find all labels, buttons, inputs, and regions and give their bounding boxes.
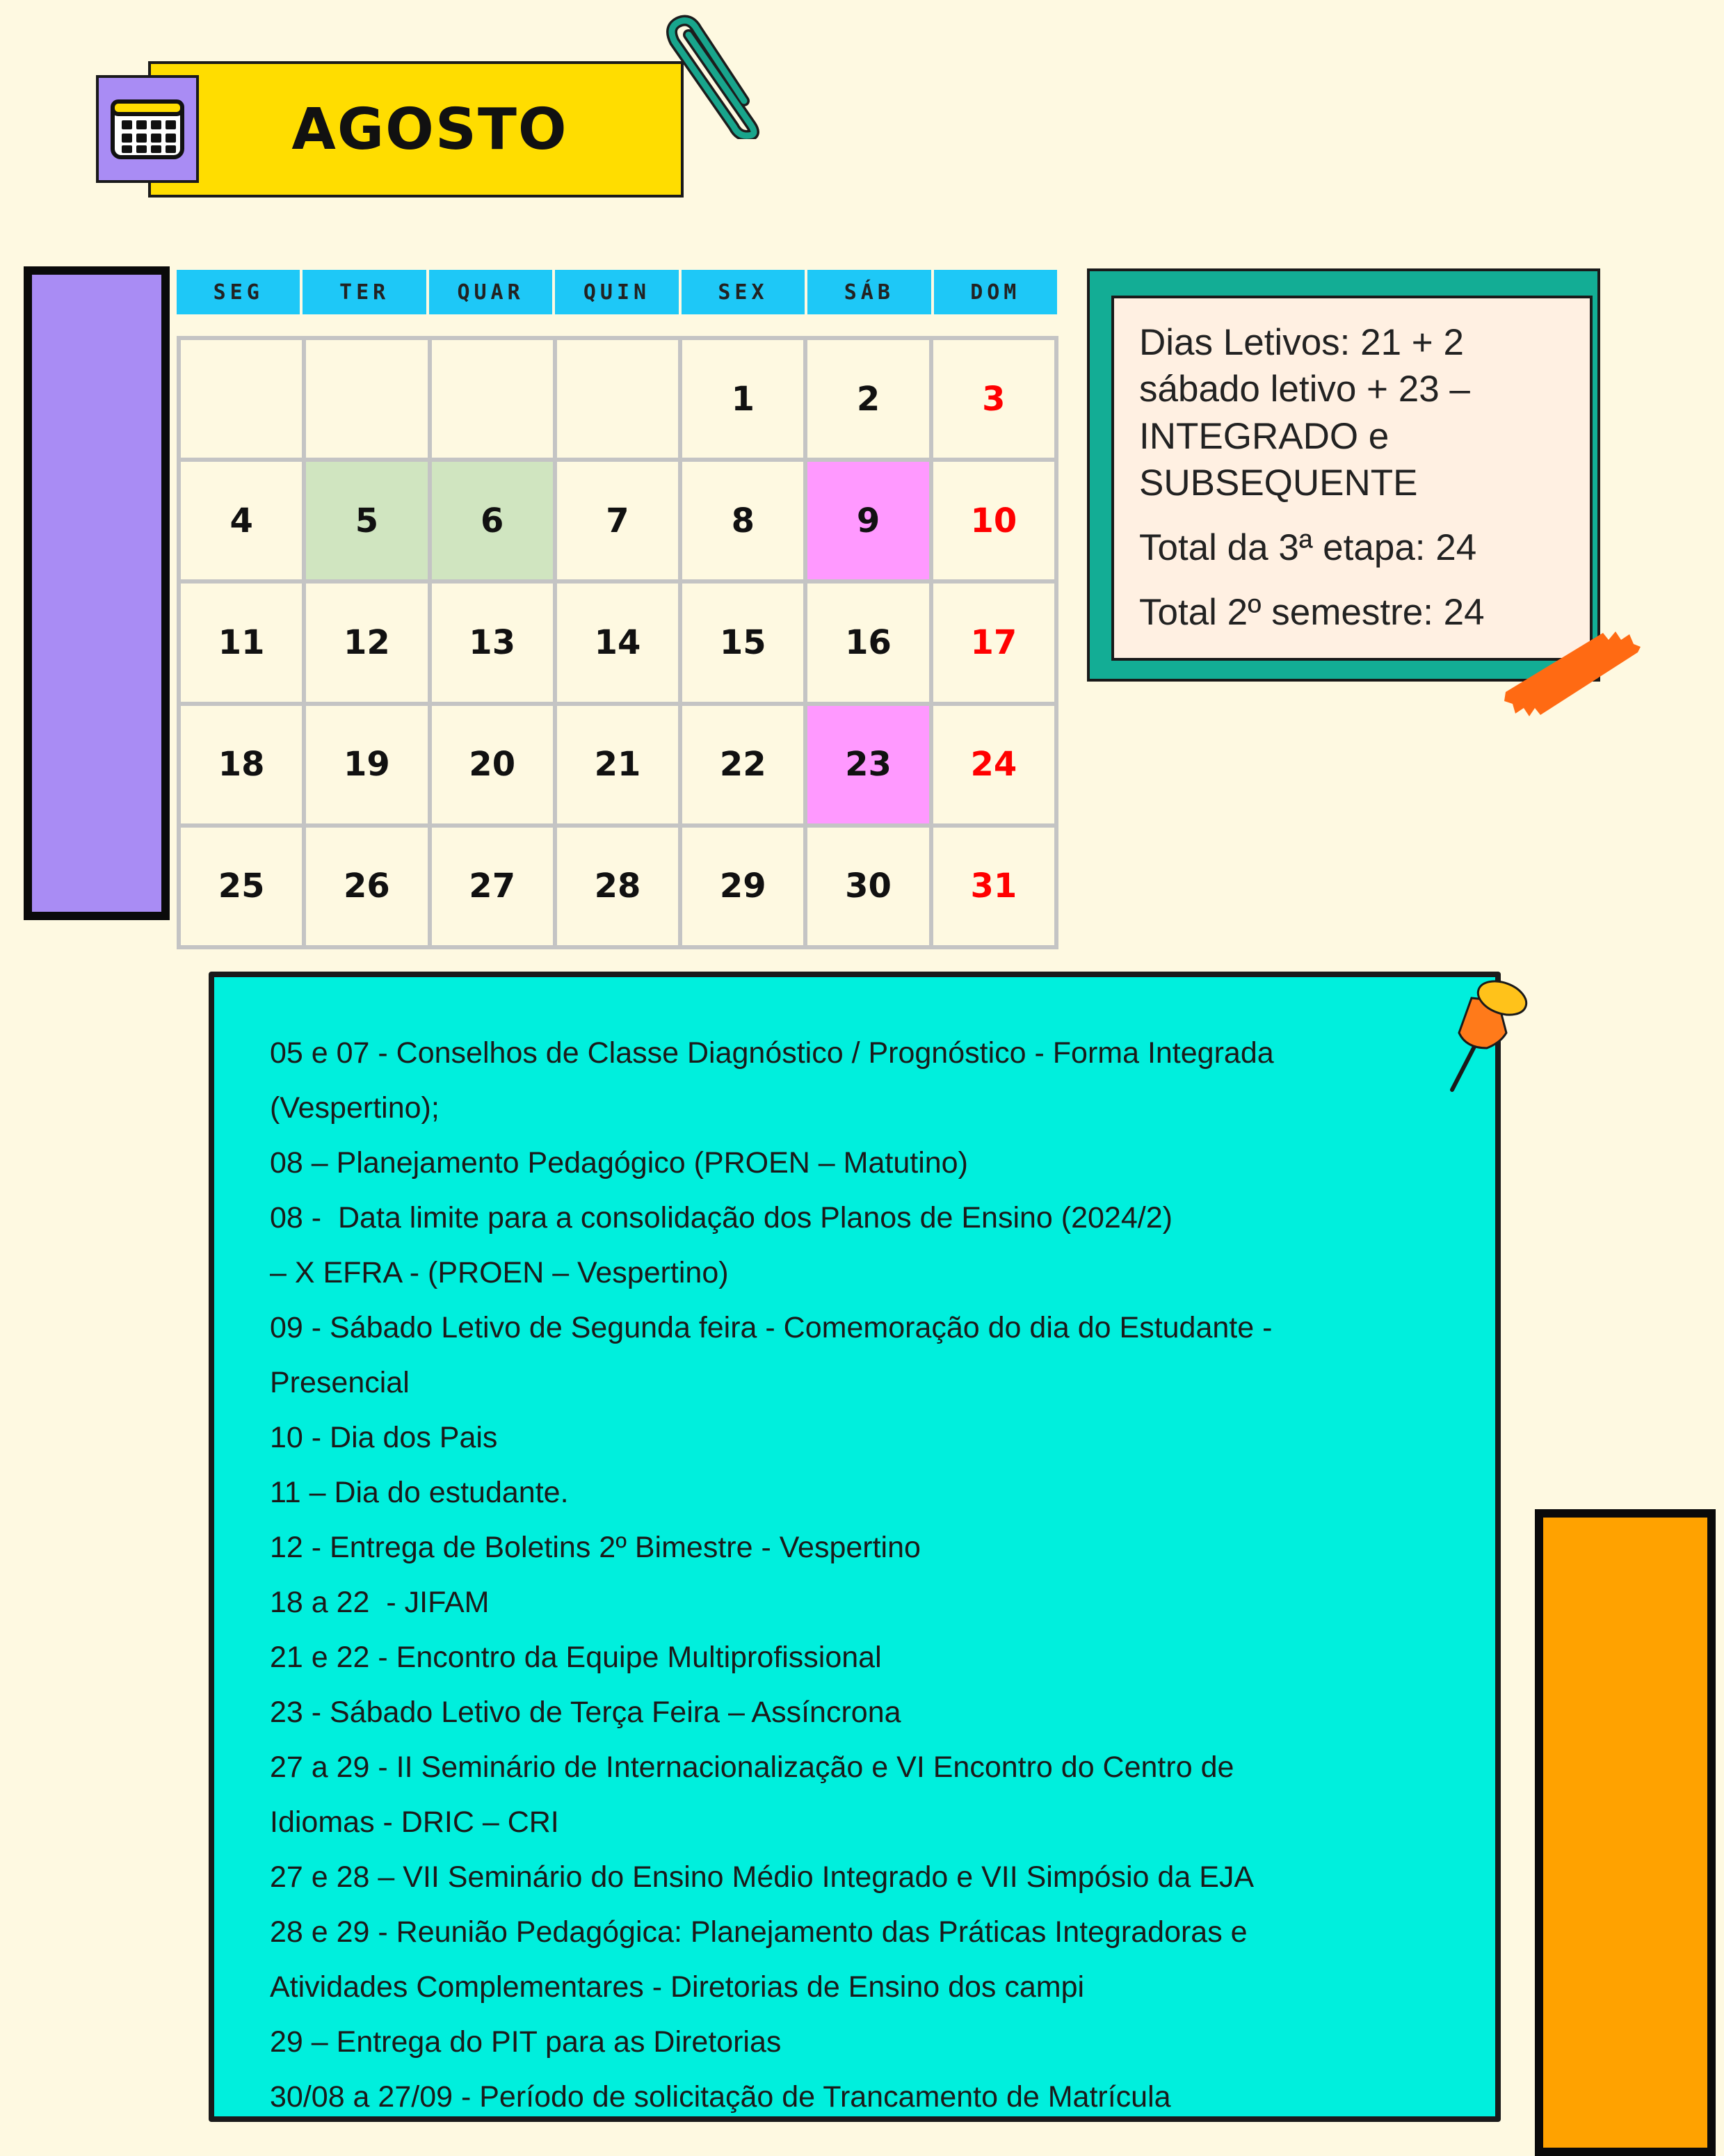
event-item: – X EFRA - (PROEN – Vespertino)	[270, 1256, 729, 1289]
event-item: Idiomas - DRIC – CRI	[270, 1805, 559, 1839]
event-item: 12 - Entrega de Boletins 2º Bimestre - Vespertino	[270, 1531, 921, 1564]
calendar-day: 18	[181, 706, 302, 823]
calendar-day: 26	[306, 828, 427, 945]
calendar-day: 10	[933, 462, 1054, 579]
events-panel	[209, 972, 1501, 2122]
calendar-day: 1	[682, 340, 803, 458]
calendar-day: 25	[181, 828, 302, 945]
calendar-day: 2	[807, 340, 928, 458]
weekday-dom: DOM	[934, 270, 1057, 314]
month-banner	[148, 61, 684, 198]
calendar-day-empty	[306, 340, 427, 458]
weekday-header	[177, 270, 1057, 314]
calendar-day: 6	[432, 462, 553, 579]
calendar-day: 30	[807, 828, 928, 945]
calendar-day: 27	[432, 828, 553, 945]
semester-total-line: Total 2º semestre: 24	[1139, 592, 1485, 634]
event-item: 27 e 28 – VII Seminário do Ensino Médio Integrado e VII Simpósio da EJA	[270, 1860, 1255, 1894]
weekday-sab: SÁB	[807, 270, 931, 314]
weekday-quar: QUAR	[429, 270, 552, 314]
event-item: 27 a 29 - II Seminário de Internacionalização e VI Encontro do Centro de	[270, 1751, 1234, 1784]
calendar-day: 11	[181, 584, 302, 701]
calendar-grid	[177, 336, 1058, 949]
calendar-day: 16	[807, 584, 928, 701]
event-item: 11 – Dia do estudante.	[270, 1476, 569, 1509]
calendar-day: 24	[933, 706, 1054, 823]
calendar-day: 31	[933, 828, 1054, 945]
event-item: (Vespertino);	[270, 1091, 440, 1125]
weekday-quin: QUIN	[555, 270, 678, 314]
event-item: Atividades Complementares - Diretorias de Ensino dos campi	[270, 1970, 1085, 2004]
month-title: AGOSTO	[291, 96, 568, 163]
event-item: 21 e 22 - Encontro da Equipe Multiprofissional	[270, 1641, 882, 1674]
calendar-day: 28	[557, 828, 678, 945]
calendar-day-empty	[557, 340, 678, 458]
calendar-day: 13	[432, 584, 553, 701]
calendar-day: 3	[933, 340, 1054, 458]
event-item: 08 - Data limite para a consolidação dos Planos de Ensino (2024/2)	[270, 1201, 1173, 1234]
calendar-day: 12	[306, 584, 427, 701]
calendar-day: 23	[807, 706, 928, 823]
event-item: 09 - Sábado Letivo de Segunda feira - Comemoração do dia do Estudante -	[270, 1311, 1273, 1344]
calendar-day: 19	[306, 706, 427, 823]
event-item: 18 a 22 - JIFAM	[270, 1586, 490, 1619]
calendar-day: 20	[432, 706, 553, 823]
school-days-summary	[1111, 296, 1593, 661]
orange-decorative-bar	[1535, 1509, 1716, 2156]
calendar-day: 15	[682, 584, 803, 701]
event-item: 28 e 29 - Reunião Pedagógica: Planejamento das Práticas Integradoras e	[270, 1915, 1248, 1949]
pushpin-icon	[1438, 970, 1529, 1092]
calendar-day: 22	[682, 706, 803, 823]
calendar-day-empty	[181, 340, 302, 458]
event-item: 29 – Entrega do PIT para as Diretorias	[270, 2025, 782, 2059]
paperclip-icon	[647, 7, 765, 139]
event-item: 10 - Dia dos Pais	[270, 1421, 498, 1454]
calendar-day: 14	[557, 584, 678, 701]
purple-decorative-bar	[24, 266, 170, 920]
stage-total-line: Total da 3ª etapa: 24	[1139, 527, 1477, 569]
tape-icon	[1499, 619, 1645, 730]
calendar-day: 17	[933, 584, 1054, 701]
school-days-line: Dias Letivos: 21 + 2 sábado letivo + 23 – INTEGRADO e SUBSEQUENTE	[1139, 322, 1470, 504]
event-item: 08 – Planejamento Pedagógico (PROEN – Matutino)	[270, 1146, 968, 1180]
calendar-day: 21	[557, 706, 678, 823]
events-list	[270, 1026, 1412, 2125]
calendar-day: 5	[306, 462, 427, 579]
event-item: 30/08 a 27/09 - Período de solicitação de Trancamento de Matrícula	[270, 2080, 1171, 2114]
calendar-day: 7	[557, 462, 678, 579]
weekday-ter: TER	[303, 270, 426, 314]
weekday-seg: SEG	[177, 270, 300, 314]
calendar-day: 29	[682, 828, 803, 945]
event-item: 05 e 07 - Conselhos de Classe Diagnóstico / Prognóstico - Forma Integrada	[270, 1036, 1274, 1070]
calendar-day: 8	[682, 462, 803, 579]
event-item: 23 - Sábado Letivo de Terça Feira – Assíncrona	[270, 1696, 901, 1729]
calendar-day-empty	[432, 340, 553, 458]
event-item: Presencial	[270, 1366, 410, 1399]
calendar-icon	[96, 75, 199, 183]
calendar-day: 4	[181, 462, 302, 579]
weekday-sex: SEX	[682, 270, 805, 314]
calendar-day: 9	[807, 462, 928, 579]
